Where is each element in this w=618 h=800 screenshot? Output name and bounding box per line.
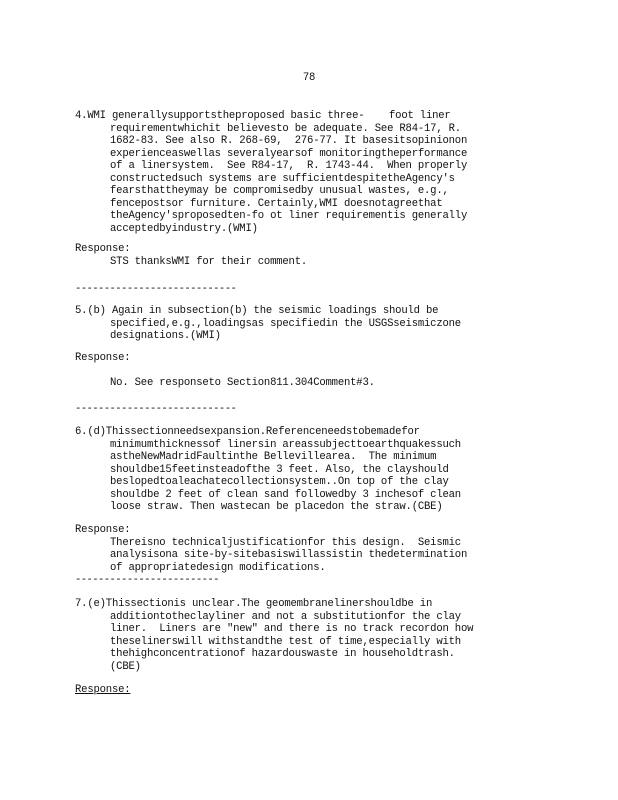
response-label: Response: <box>75 524 131 536</box>
response-label: Response: <box>75 352 131 364</box>
comment-line: 7.(e)Thissectionis unclear.The geomembranelinershouldbe in <box>75 598 433 610</box>
response-line: analysisona site-by-sitebasiswillassistin thedetermination <box>110 549 468 561</box>
comment-line: additiontotheclayliner and not a substitutionfor the clay <box>110 610 461 623</box>
response-label: Response: <box>75 243 131 255</box>
response-line: STS thanksWMI for their comment. <box>110 255 308 268</box>
comment-line: minimumthicknessof linersin areassubjecttoearthquakessuch <box>110 438 461 451</box>
comment-line: astheNewMadridFaultinthe Bellevillearea. The minimum <box>110 451 437 463</box>
comment-line: experienceaswellas severalyearsof monitoringtheperformance <box>110 147 468 160</box>
page-number: 78 <box>302 72 316 84</box>
comment-line: fencepostsor furniture. Certainly,WMI doesnotagreethat <box>110 197 443 210</box>
separator: ------------------------- <box>75 574 219 586</box>
comment-line: 6.(d)Thissectionneedsexpansion.Referenceneedstobemadefor <box>75 426 420 438</box>
comment-line: specified,e.g.,loadingsas specifiedin the USGSseismiczone <box>110 317 461 330</box>
comment-line: constructedsuch systems are sufficientdespitetheAgency's <box>110 172 455 185</box>
response-line: Thereisno technicaljustificationfor this design. Seismic <box>110 536 461 549</box>
comment-line: fearsthattheymay be compromisedby unusual wastes, e.g., <box>110 185 449 197</box>
comment-line: loose straw. Then wastecan be placedon the straw.(CBE) <box>110 501 443 513</box>
comment-line: thehighconcentrationof hazardouswaste in householdtrash. <box>110 648 455 660</box>
comment-line: theAgency'sproposedten-fo ot liner requirementis generally <box>110 210 468 222</box>
comment-line: requirementwhichit believesto be adequate. See R84-17, R. <box>110 122 461 135</box>
response-line: of appropriatedesign modifications. <box>110 561 326 574</box>
comment-line: shouldbe15feetinsteadofthe 3 feet. Also, the clayshould <box>110 463 449 476</box>
separator: ---------------------------- <box>75 283 237 295</box>
comment-line: 4.WMI generallysupportstheproposed basic three- foot liner <box>75 110 451 122</box>
response-label <box>75 684 130 696</box>
comment-line: acceptedbyindustry.(WMI) <box>110 222 258 235</box>
separator: ---------------------------- <box>75 403 237 415</box>
response-label-underlined: Response: <box>75 684 131 696</box>
comment-line: liner. Liners are "new" and there is no track recordon how <box>110 623 474 635</box>
comment-line: 1682-83. See also R. 268-69, 276-77. It basesitsopinionon <box>110 135 468 147</box>
comment-line: beslopedtoaleachatecollectionsystem..On top of the clay <box>110 476 449 488</box>
response-line: No. See responseto Section811.304Comment#3. <box>110 377 375 389</box>
comment-line: theselinerswill withstandthe test of time,especially with <box>110 635 461 648</box>
comment-line: (CBE) <box>110 660 141 673</box>
comment-line: shouldbe 2 feet of clean sand followedby 3 inchesof clean <box>110 488 461 501</box>
comment-line: of a linersystem. See R84-17, R. 1743-44. When properly <box>110 160 468 172</box>
comment-line: 5.(b) Again in subsection(b) the seismic loadings should be <box>75 305 439 317</box>
comment-line: designations.(WMI) <box>110 330 221 342</box>
